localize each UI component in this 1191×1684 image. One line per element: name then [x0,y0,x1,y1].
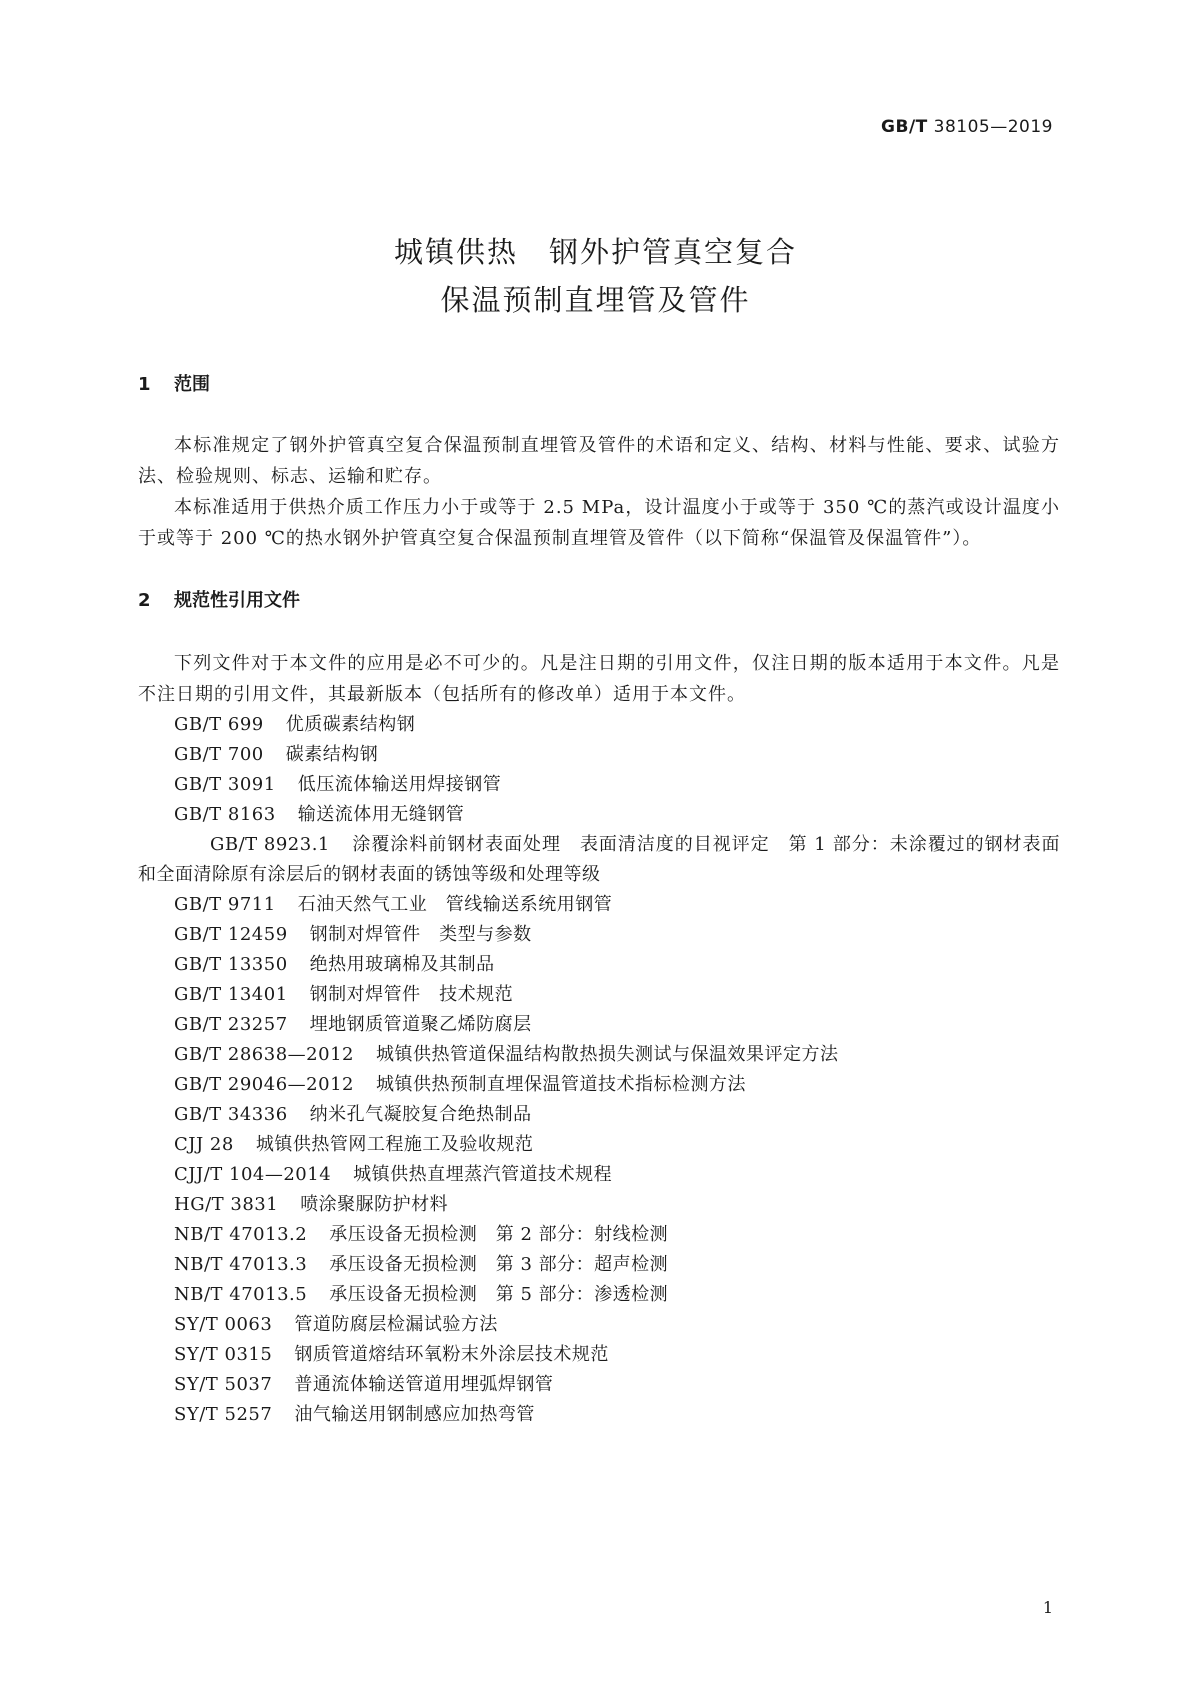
reference-code: GB/T 29046—2012 [174,1074,354,1095]
reference-item [138,1280,1060,1310]
reference-item [138,1400,1060,1430]
reference-code: GB/T 23257 [174,1014,288,1035]
reference-title: 钢质管道熔结环氧粉末外涂层技术规范 [294,1344,609,1365]
reference-title: 钢制对焊管件 技术规范 [309,984,514,1005]
reference-code: CJJ/T 104—2014 [174,1164,332,1185]
reference-item [138,1040,1060,1070]
reference-title: 承压设备无损检测 第 2 部分：射线检测 [329,1224,669,1245]
reference-code: GB/T 700 [174,744,264,765]
reference-code: SY/T 0063 [174,1314,273,1335]
section-2-number: 2 [138,590,151,611]
section-2-heading [138,586,1060,616]
title-line-2: 保温预制直埋管及管件 [440,283,751,317]
reference-item [138,1160,1060,1190]
reference-item [138,950,1060,980]
reference-code: NB/T 47013.3 [174,1254,308,1275]
reference-item [138,890,1060,920]
document-title [0,228,1191,324]
document-body [138,370,1060,1430]
reference-item [138,1250,1060,1280]
reference-title: 管道防腐层检漏试验方法 [294,1314,498,1335]
reference-title: 石油天然气工业 管线输送系统用钢管 [297,894,613,915]
reference-code: GB/T 8163 [174,804,276,825]
reference-code: GB/T 8923.1 [210,834,330,855]
reference-code: SY/T 0315 [174,1344,273,1365]
reference-code: GB/T 28638—2012 [174,1044,354,1065]
reference-item [138,1070,1060,1100]
reference-item [138,1220,1060,1250]
reference-title: 城镇供热直埋蒸汽管道技术规程 [353,1164,613,1185]
reference-title: 埋地钢质管道聚乙烯防腐层 [309,1014,532,1035]
section-1-paragraph: 本标准适用于供热介质工作压力小于或等于 2.5 MPa，设计温度小于或等于 350 ℃的蒸汽或设计温度小于或等于 200 ℃的热水钢外护管真空复合保温预制直埋管及管件（以下简称“保温管及保温管件”）。 [138,497,1060,549]
reference-title: 输送流体用无缝钢管 [297,804,465,825]
reference-code: SY/T 5037 [174,1374,273,1395]
reference-code: GB/T 699 [174,714,264,735]
reference-item [138,740,1060,770]
section-1-heading [138,370,1060,400]
section-2-intro: 下列文件对于本文件的应用是必不可少的。凡是注日期的引用文件，仅注日期的版本适用于本文件。凡是不注日期的引用文件，其最新版本（包括所有的修改单）适用于本文件。 [138,653,1060,705]
standard-prefix: GB/T [881,117,928,137]
reference-item [138,1100,1060,1130]
reference-item [138,1310,1060,1340]
reference-title: 城镇供热管道保温结构散热损失测试与保温效果评定方法 [375,1044,839,1065]
reference-title: 普通流体输送管道用埋弧焊钢管 [294,1374,554,1395]
reference-code: CJJ 28 [174,1134,234,1155]
reference-title: 承压设备无损检测 第 5 部分：渗透检测 [329,1284,669,1305]
reference-item [138,710,1060,740]
reference-code: HG/T 3831 [174,1194,279,1215]
reference-item [138,770,1060,800]
standard-code [881,117,1053,137]
reference-code: GB/T 12459 [174,924,288,945]
reference-code: SY/T 5257 [174,1404,273,1425]
reference-code: GB/T 34336 [174,1104,288,1125]
standard-number: 38105—2019 [933,117,1053,137]
reference-title: 纳米孔气凝胶复合绝热制品 [309,1104,532,1125]
reference-list [138,710,1060,1430]
section-1-title: 范围 [174,374,210,395]
reference-code: GB/T 13350 [174,954,288,975]
reference-title: 涂覆涂料前钢材表面处理 表面清洁度的目视评定 第 1 部分：未涂覆过的钢材表面和全面清除原有涂层后的钢材表面的锈蚀等级和处理等级 [138,834,1060,885]
reference-title: 优质碳素结构钢 [285,714,416,735]
reference-code: GB/T 9711 [174,894,276,915]
reference-title: 城镇供热管网工程施工及验收规范 [255,1134,534,1155]
reference-item [138,920,1060,950]
reference-title: 油气输送用钢制感应加热弯管 [294,1404,535,1425]
reference-title: 钢制对焊管件 类型与参数 [309,924,532,945]
title-line-1: 城镇供热 钢外护管真空复合 [393,235,797,269]
section-1-paragraph: 本标准规定了钢外护管真空复合保温预制直埋管及管件的术语和定义、结构、材料与性能、要求、试验方法、检验规则、标志、运输和贮存。 [138,435,1060,487]
reference-title: 城镇供热预制直埋保温管道技术指标检测方法 [375,1074,746,1095]
section-1-number: 1 [138,374,151,395]
reference-item [138,800,1060,830]
reference-item [138,1010,1060,1040]
reference-item [138,830,1060,890]
reference-title: 碳素结构钢 [285,744,379,765]
reference-item [138,1130,1060,1160]
reference-item [138,980,1060,1010]
reference-item [138,1190,1060,1220]
reference-code: GB/T 3091 [174,774,276,795]
reference-title: 绝热用玻璃棉及其制品 [309,954,495,975]
reference-title: 承压设备无损检测 第 3 部分：超声检测 [329,1254,669,1275]
reference-code: NB/T 47013.5 [174,1284,308,1305]
reference-code: NB/T 47013.2 [174,1224,308,1245]
reference-title: 低压流体输送用焊接钢管 [297,774,502,795]
page-number: 1 [1042,1598,1053,1617]
reference-code: GB/T 13401 [174,984,288,1005]
reference-title: 喷涂聚脲防护材料 [300,1194,449,1215]
reference-item [138,1340,1060,1370]
reference-item [138,1370,1060,1400]
section-2-title: 规范性引用文件 [174,590,300,611]
